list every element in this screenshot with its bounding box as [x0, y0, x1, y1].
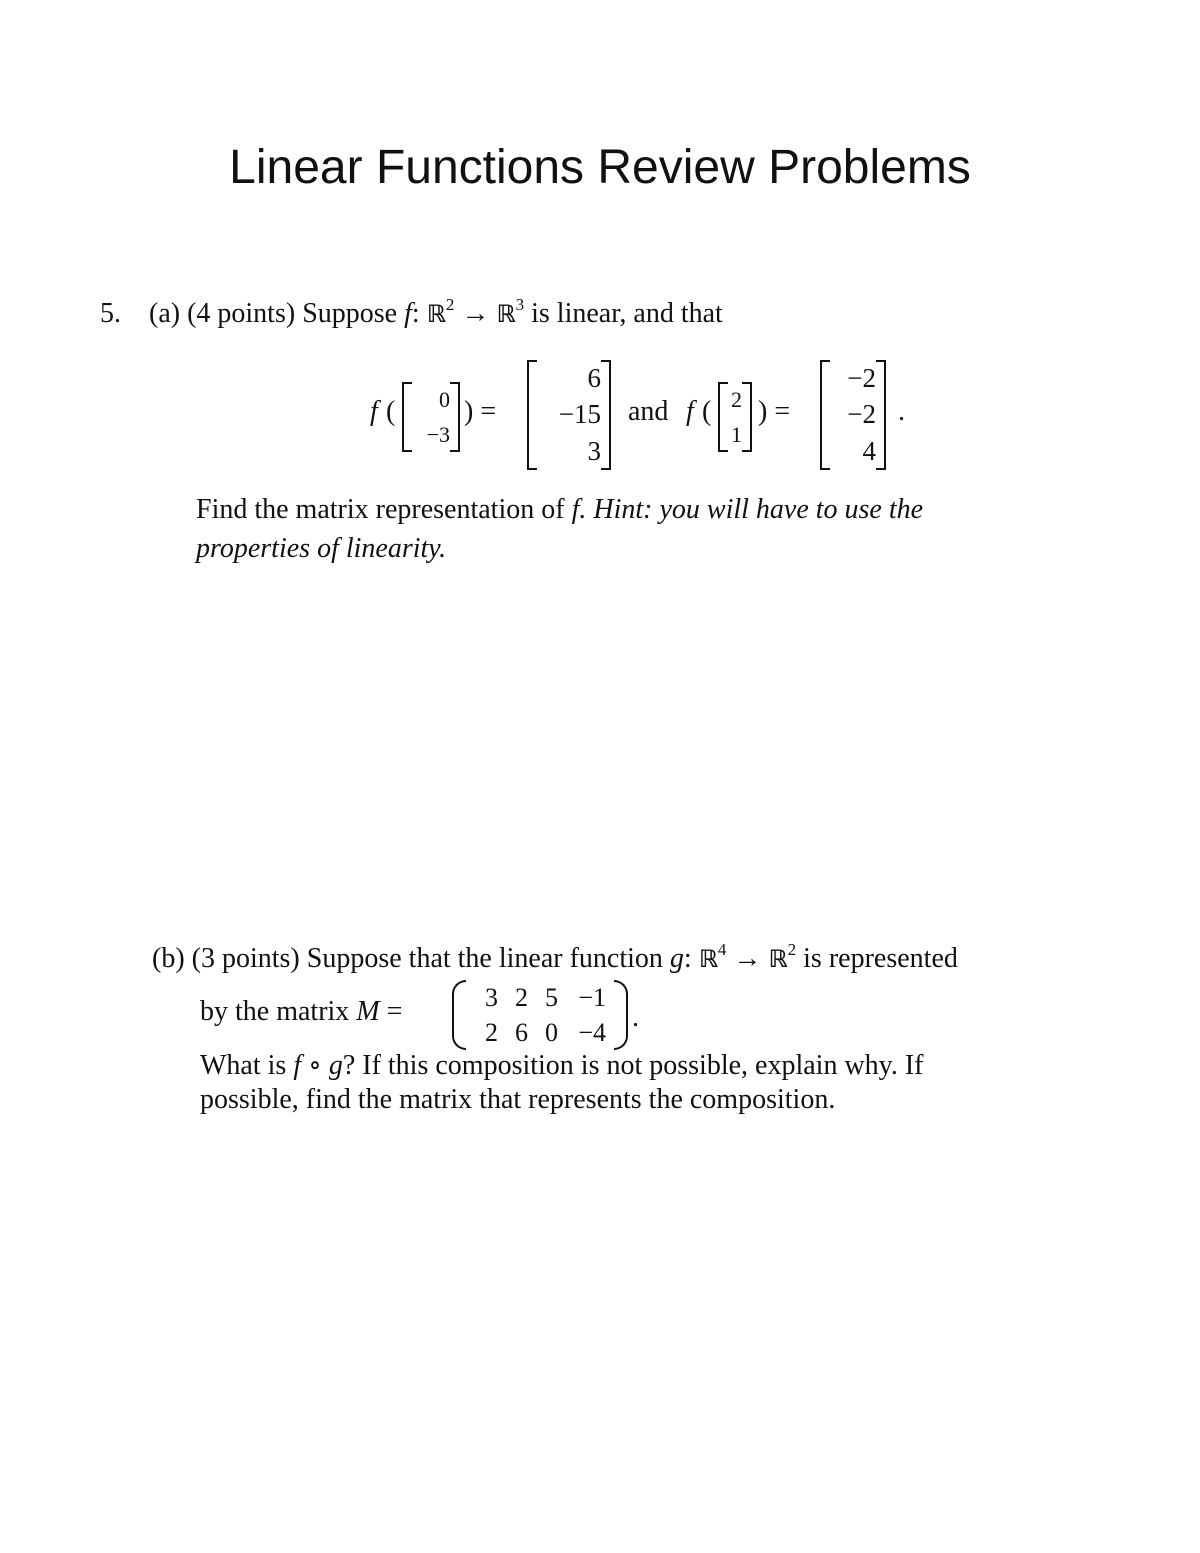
matrix-m — [452, 980, 628, 1050]
reals-symbol: ℝ — [698, 945, 718, 973]
part-a-header: 5. (a) (4 points) Suppose f: ℝ$^2$ → ℝ$^3$ is linear, and that — [100, 295, 723, 329]
matrix-cell: −3 — [426, 421, 450, 447]
matrix-input-1 — [402, 382, 460, 452]
period: . — [898, 396, 905, 427]
matrix-cell: 2 — [515, 982, 528, 1012]
matrix-output-2 — [820, 360, 886, 470]
matrix-output-1 — [527, 360, 611, 470]
part-a-label: (a) — [149, 298, 181, 329]
arrow: → — [461, 298, 490, 329]
part-b-label: (b) — [152, 943, 185, 974]
and-word: and — [628, 396, 669, 427]
part-a-intro-cont: is linear, and that — [531, 298, 723, 329]
matrix-cell: −2 — [847, 362, 876, 393]
arrow: → — [733, 943, 762, 974]
f-label-1: f — [370, 396, 378, 427]
matrix-cell: −1 — [578, 982, 606, 1012]
part-a-points: (4 points) — [187, 298, 296, 329]
composition: f ∘ g — [293, 1050, 343, 1081]
matrix-cell: 0 — [439, 386, 450, 412]
f-label-2: f — [686, 396, 694, 427]
hint-cont: properties of linearity. — [196, 533, 447, 564]
part-a-task: Find the matrix representation of f. Hint: you will have to use the — [196, 494, 924, 525]
problem-number: 5. — [100, 298, 121, 329]
matrix-cell: 3 — [587, 436, 601, 467]
function-g: g — [669, 943, 684, 974]
hint: Hint: you will have to use the — [593, 494, 924, 525]
part-b-header: (b) (3 points) Suppose that the linear function g: ℝ$^4$ → ℝ$^2$ is represented — [152, 940, 958, 974]
part-b-question: What is f ∘ g? If this composition is not possible, explain why. If — [200, 1050, 924, 1081]
matrix-cell: 2 — [485, 1017, 498, 1047]
matrix-input-2 — [718, 382, 752, 452]
matrix-cell: 6 — [515, 1017, 528, 1047]
matrix-cell: 6 — [587, 362, 601, 393]
matrix-cell: 3 — [485, 982, 498, 1012]
matrix-cell: 4 — [862, 436, 876, 467]
part-b-points: (3 points) — [191, 943, 300, 974]
page-title: Linear Functions Review Problems — [229, 141, 971, 194]
reals-symbol: ℝ — [768, 945, 788, 973]
matrix-m-label: by the matrix M = — [200, 996, 403, 1027]
matrix-cell: 5 — [545, 982, 558, 1012]
matrix-cell: −4 — [578, 1017, 606, 1047]
matrix-cell: −15 — [558, 399, 601, 430]
reals-symbol: ℝ — [496, 300, 516, 328]
part-b-question-cont: possible, find the matrix that represents the composition. — [200, 1084, 836, 1115]
reals-symbol: ℝ — [426, 300, 446, 328]
function-f: f — [404, 298, 412, 329]
part-a-intro: Suppose — [302, 298, 398, 329]
matrix-cell: 2 — [731, 386, 742, 412]
matrix-cell: 1 — [731, 421, 742, 447]
matrix-cell: 0 — [545, 1017, 558, 1047]
period: . — [632, 1002, 639, 1033]
matrix-cell: −2 — [847, 399, 876, 430]
